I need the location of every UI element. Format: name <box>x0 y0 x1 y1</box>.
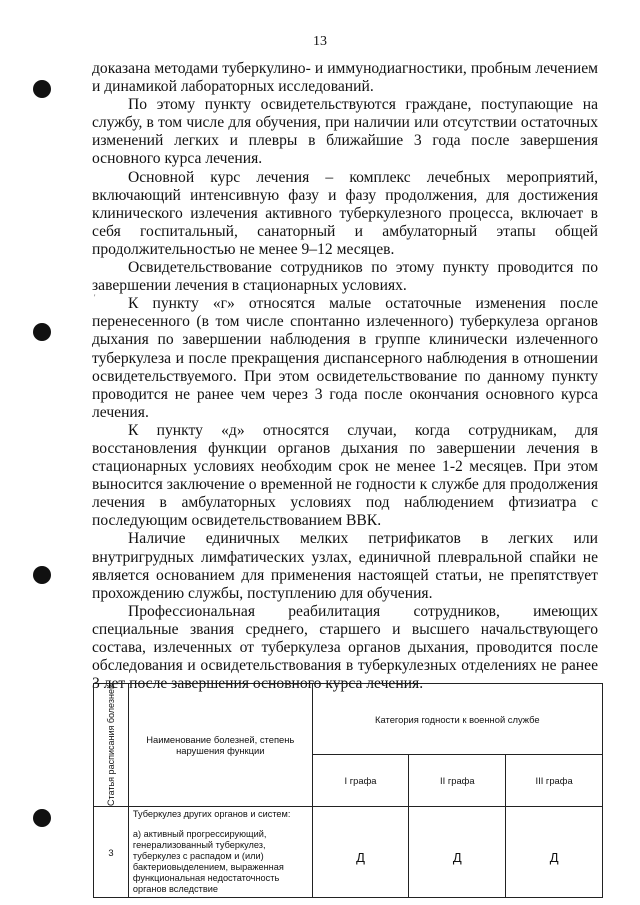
paragraph: Освидетельствование сотрудников по этому пункту проводится по завершении лечения в стационарных условиях. <box>92 259 598 295</box>
scan-artifact: ' <box>94 293 96 302</box>
header-article-label: Статья расписания болезней <box>105 684 116 806</box>
table-row <box>94 806 603 897</box>
row-description <box>128 806 312 897</box>
header-category: Категория годности к военной службе <box>312 684 602 755</box>
paragraph: Профессиональная реабилитация сотрудников, имеющих специальные звания среднего, старшего и высшего начальствующего состава, излеченных от туберкулеза органов дыхания, проводится после обследования и освидетельствования в туберкулезных отделениях не ранее 3 лет после завершения основного курса лечения. <box>92 602 598 693</box>
row-subitem: а) активный прогрессирующий, генерализованный туберкулез, туберкулез с распадом и (или) бактериовыделением, выраженная функциональная недостаточность органов вследствие <box>132 828 284 894</box>
page-number: 13 <box>313 34 327 49</box>
binder-hole <box>33 323 51 341</box>
header-grafa-3: III графа <box>506 755 603 807</box>
row-grade-2: Д <box>409 806 506 897</box>
binder-hole <box>33 809 51 827</box>
row-title: Туберкулез других органов и систем: <box>132 808 291 819</box>
header-article <box>94 684 129 807</box>
row-grade-1: Д <box>312 806 409 897</box>
disease-table <box>93 683 603 898</box>
paragraph: Основной курс лечения – комплекс лечебных мероприятий, включающий интенсивную фазу и фазу продолжения, для достижения клинического излечения активного туберкулезного процесса, включает в себя госпитальный, санаторный и амбулаторный этапы общей продолжительностью не менее 9–12 месяцев. <box>92 168 598 258</box>
paragraph: К пункту «г» относятся малые остаточные изменения после перенесенного (в том числе спонтанно излеченного) туберкулеза органов дыхания по завершении наблюдения в группе клинически излеченного туберкулеза и после прекращения диспансерного наблюдения в отношении освидетельствуемого. При этом освидетельствование по данному пункту проводится не ранее чем через 3 года после окончания основного курса лечения. <box>92 295 598 421</box>
paragraph: Наличие единичных мелких петрификатов в легких или внутригрудных лимфатических узлах, единичной плевральной спайки не является основанием для применения настоящей статьи, не препятствует прохождению службы, поступлению для обучения. <box>92 530 598 602</box>
paragraph: По этому пункту освидетельствуются граждане, поступающие на службу, в том числе для обучения, при наличии или отсутствии остаточных изменений легких и плевры в ближайшие 3 года после завершения основного курса лечения. <box>92 96 598 168</box>
header-grafa-1: I графа <box>312 755 409 807</box>
row-article: 3 <box>94 806 129 897</box>
document-body <box>92 60 598 693</box>
binder-hole <box>33 566 51 584</box>
row-grade-3: Д <box>506 806 603 897</box>
header-grafa-2: II графа <box>409 755 506 807</box>
binder-hole <box>33 80 51 98</box>
paragraph: К пункту «д» относятся случаи, когда сотрудникам, для восстановления функции органов дыхания по завершении лечения в стационарных условиях необходим срок не менее 1-2 месяцев. При этом выносится заключение о временной не годности к службе для продолжения лечения в амбулаторных условиях под наблюдением фтизиатра с последующим освидетельствованием ВВК. <box>92 421 598 530</box>
header-name: Наименование болезней, степень нарушения функции <box>128 684 312 807</box>
paragraph: доказана методами туберкулино- и иммунодиагностики, пробным лечением и динамикой лабораторных исследований. <box>92 60 598 96</box>
